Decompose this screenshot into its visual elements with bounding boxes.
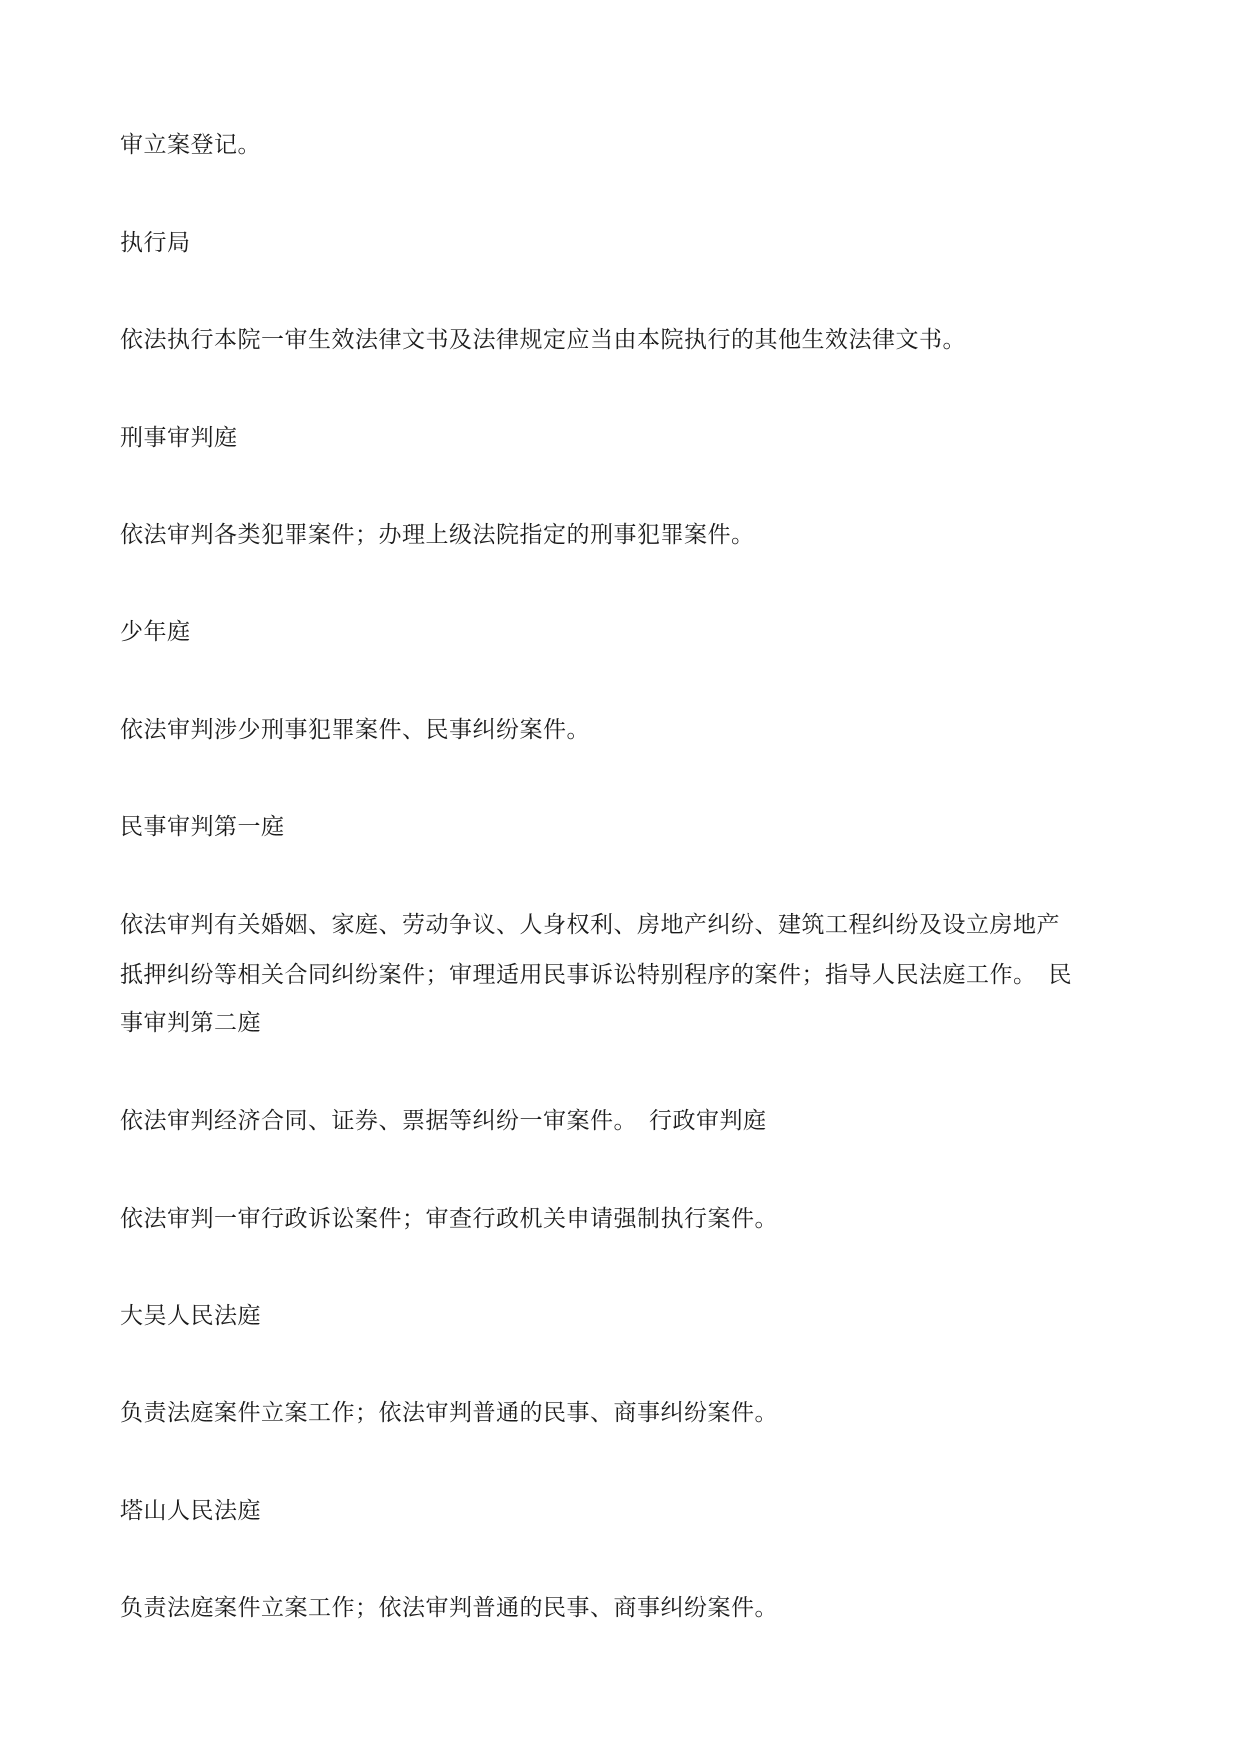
paragraph-enforcement-duty: 依法执行本院一审生效法律文书及法律规定应当由本院执行的其他生效法律文书。 (120, 327, 966, 353)
heading-criminal-tribunal: 刑事审判庭 (120, 425, 238, 451)
paragraph-civil-2-duty: 依法审判经济合同、证券、票据等纠纷一审案件。 行政审判庭 (120, 1108, 767, 1134)
heading-dawu-court: 大吴人民法庭 (120, 1303, 261, 1329)
paragraph-civil-duty-line-1: 依法审判有关婚姻、家庭、劳动争议、人身权利、房地产纠纷、建筑工程纠纷及设立房地产 (120, 912, 1060, 938)
paragraph-tashan-duty: 负责法庭案件立案工作；依法审判普通的民事、商事纠纷案件。 (120, 1595, 778, 1621)
paragraph-registration: 审立案登记。 (120, 132, 261, 158)
heading-tashan-court: 塔山人民法庭 (120, 1498, 261, 1524)
paragraph-criminal-duty: 依法审判各类犯罪案件；办理上级法院指定的刑事犯罪案件。 (120, 522, 755, 548)
paragraph-juvenile-duty: 依法审判涉少刑事犯罪案件、民事纠纷案件。 (120, 717, 590, 743)
paragraph-civil-duty-line-2: 抵押纠纷等相关合同纠纷案件；审理适用民事诉讼特别程序的案件；指导人民法庭工作。 民 (120, 962, 1072, 988)
paragraph-administrative-duty: 依法审判一审行政诉讼案件；审查行政机关申请强制执行案件。 (120, 1206, 778, 1232)
heading-civil-tribunal-1: 民事审判第一庭 (120, 814, 285, 840)
paragraph-dawu-duty: 负责法庭案件立案工作；依法审判普通的民事、商事纠纷案件。 (120, 1400, 778, 1426)
heading-enforcement-bureau: 执行局 (120, 230, 191, 256)
paragraph-civil-duty-line-3: 事审判第二庭 (120, 1010, 261, 1036)
heading-juvenile-tribunal: 少年庭 (120, 619, 191, 645)
